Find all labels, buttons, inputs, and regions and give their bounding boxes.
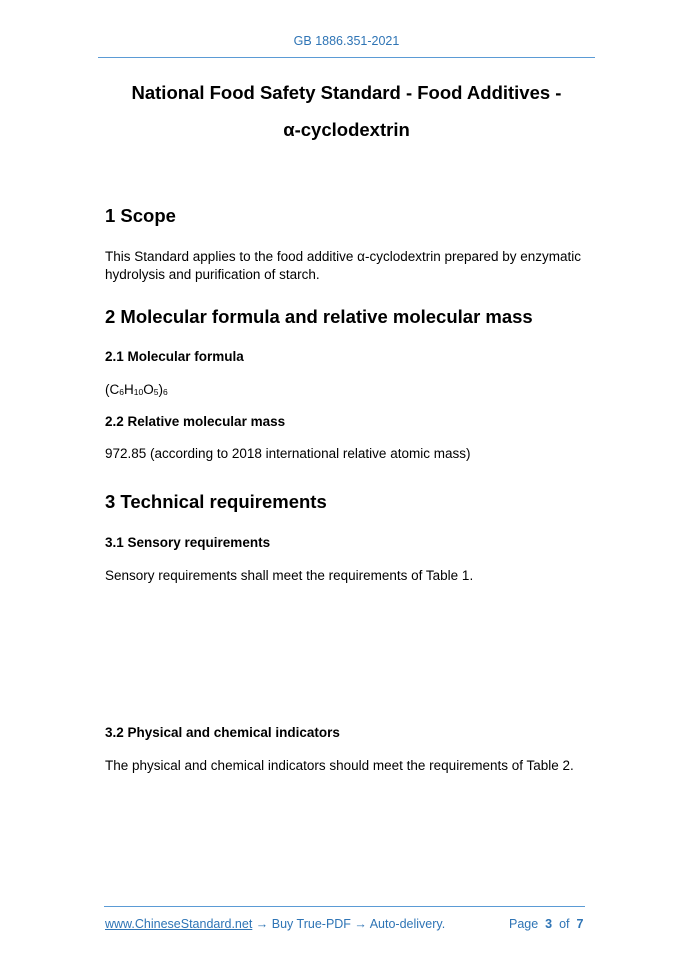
- section-1-heading: 1 Scope: [105, 205, 176, 226]
- footer-divider: [104, 906, 585, 907]
- section-3-heading: 3 Technical requirements: [105, 491, 327, 512]
- document-title-line-1: National Food Safety Standard - Food Additives -: [131, 82, 562, 103]
- document-code-header: GB 1886.351-2021: [293, 34, 400, 48]
- section-2-heading: 2 Molecular formula and relative molecular mass: [105, 306, 533, 327]
- physchem-paragraph: The physical and chemical indicators should meet the requirements of Table 2.: [105, 758, 574, 773]
- footer-promo: [105, 917, 445, 931]
- subsection-2-1-heading: 2.1 Molecular formula: [105, 349, 244, 364]
- molecular-mass-paragraph: 972.85 (according to 2018 international relative atomic mass): [105, 446, 471, 461]
- molecular-formula: $(C_6H_{10}O_5)_6$: [105, 382, 168, 397]
- scope-paragraph: This Standard applies to the food additive α-cyclodextrin prepared by enzymatic hydrolysis and purification of starch.: [105, 249, 582, 282]
- footer-promo-text: → Buy True-PDF → Auto-delivery.: [252, 917, 446, 931]
- subsection-3-2-heading: 3.2 Physical and chemical indicators: [105, 725, 340, 740]
- subsection-3-1-heading: 3.1 Sensory requirements: [105, 535, 271, 550]
- chinesestandard-link[interactable]: www.ChineseStandard.net: [105, 917, 253, 931]
- header-divider: [98, 57, 595, 58]
- total-page-number: 7: [576, 917, 584, 931]
- subsection-2-2-heading: 2.2 Relative molecular mass: [105, 414, 286, 429]
- page-indicator: Page 3 of 7: [509, 917, 584, 931]
- sensory-paragraph: Sensory requirements shall meet the requirements of Table 1.: [105, 568, 474, 583]
- document-title-line-2: α-cyclodextrin: [283, 119, 410, 140]
- current-page-number: 3: [545, 917, 553, 931]
